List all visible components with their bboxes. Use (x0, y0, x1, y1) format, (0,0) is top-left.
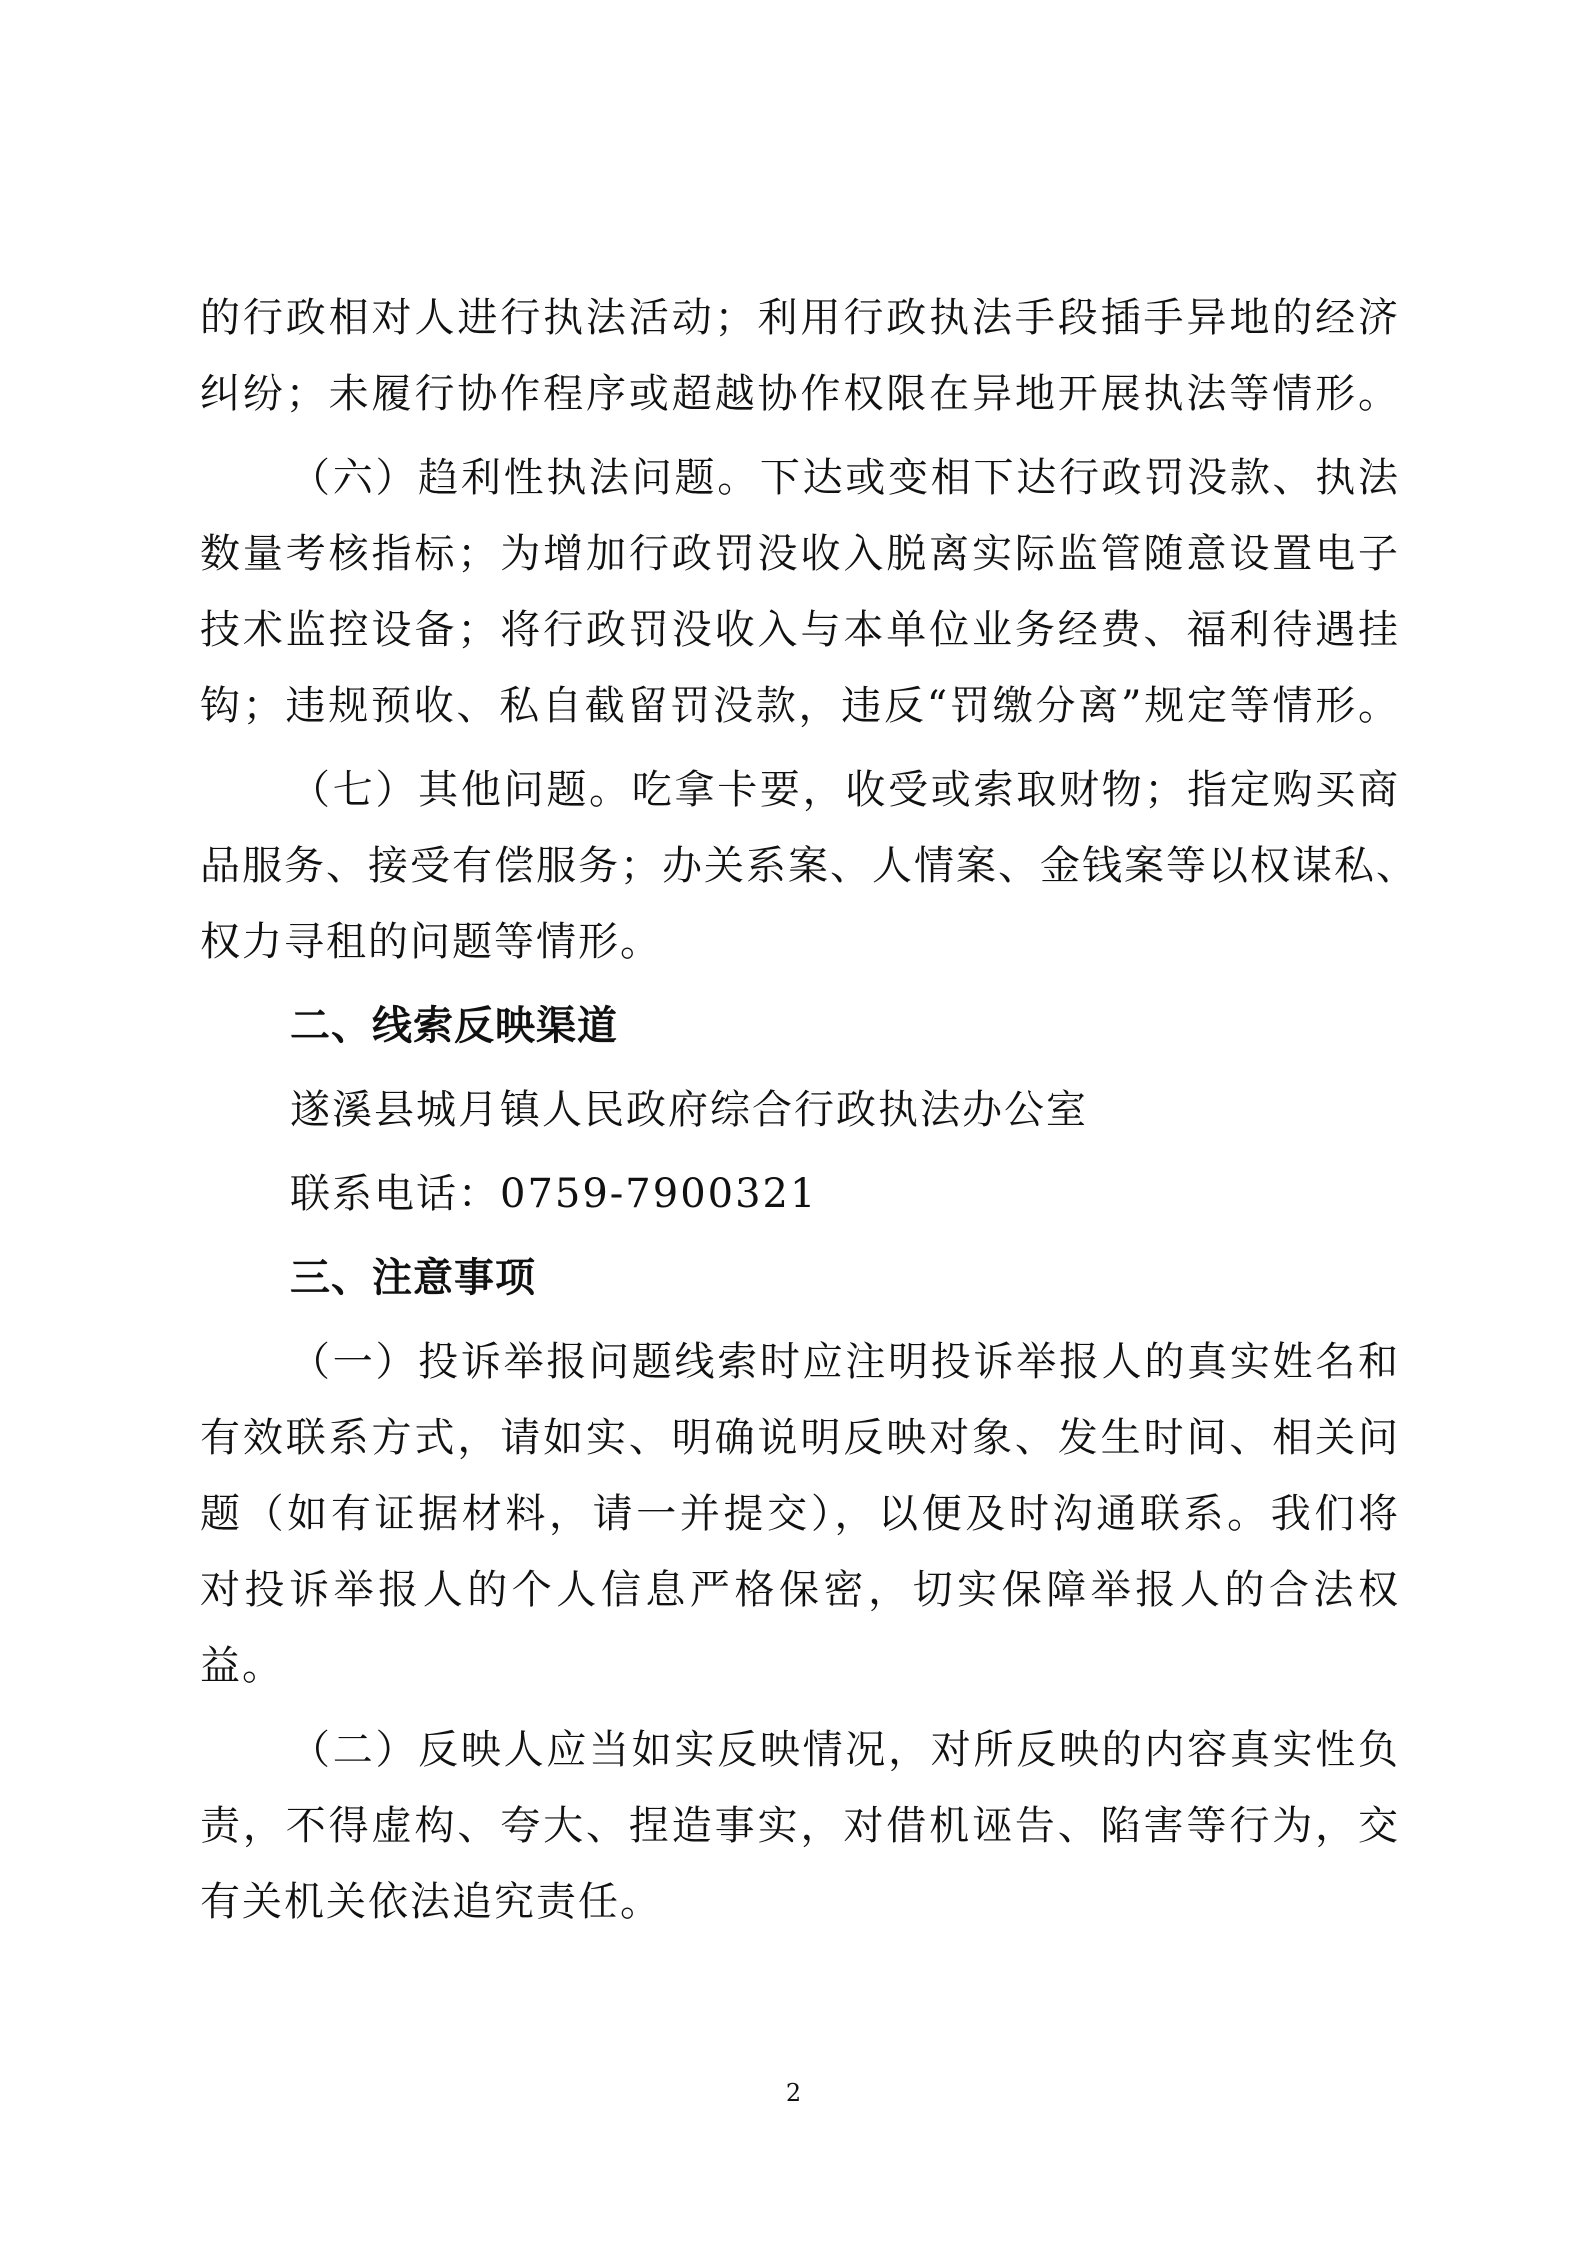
body-text-line: 责，不得虚构、夸大、捏造事实，对借机诬告、陷害等行为，交 (200, 1803, 1400, 1849)
heading-clue-channels: 二、线索反映渠道 (290, 1003, 618, 1049)
body-text-line: 益。 (200, 1643, 284, 1689)
heading-notes: 三、注意事项 (290, 1255, 536, 1301)
section-6-paragraph: （六）趋利性执法问题。下达或变相下达行政罚没款、执法 (290, 455, 1400, 501)
body-text-line: 有效联系方式，请如实、明确说明反映对象、发生时间、相关问 (200, 1415, 1400, 1461)
body-text-line: 对投诉举报人的个人信息严格保密，切实保障举报人的合法权 (200, 1567, 1400, 1613)
body-text-line: 品服务、接受有偿服务；办关系案、人情案、金钱案等以权谋私、 (200, 843, 1418, 889)
body-text-line: 有关机关依法追究责任。 (200, 1879, 662, 1925)
body-text-line: 钩；违规预收、私自截留罚没款，违反“罚缴分离”规定等情形。 (200, 683, 1400, 729)
page-number: 2 (785, 2079, 802, 2107)
notes-paragraph-2: （二）反映人应当如实反映情况，对所反映的内容真实性负 (290, 1727, 1400, 1773)
body-text-line: 数量考核指标；为增加行政罚没收入脱离实际监管随意设置电子 (200, 531, 1400, 577)
body-text-line: 纠纷；未履行协作程序或超越协作权限在异地开展执法等情形。 (200, 371, 1400, 417)
body-text-line: 题（如有证据材料，请一并提交），以便及时沟通联系。我们将 (200, 1491, 1400, 1537)
contact-phone: 联系电话：0759-7900321 (290, 1171, 818, 1217)
section-7-paragraph: （七）其他问题。吃拿卡要，收受或索取财物；指定购买商 (290, 767, 1400, 813)
office-name: 遂溪县城月镇人民政府综合行政执法办公室 (290, 1087, 1088, 1133)
body-text-line: 的行政相对人进行执法活动；利用行政执法手段插手异地的经济 (200, 295, 1400, 341)
body-text-line: 技术监控设备；将行政罚没收入与本单位业务经费、福利待遇挂 (200, 607, 1400, 653)
notes-paragraph-1: （一）投诉举报问题线索时应注明投诉举报人的真实姓名和 (290, 1339, 1400, 1385)
body-text-line: 权力寻租的问题等情形。 (200, 919, 662, 965)
